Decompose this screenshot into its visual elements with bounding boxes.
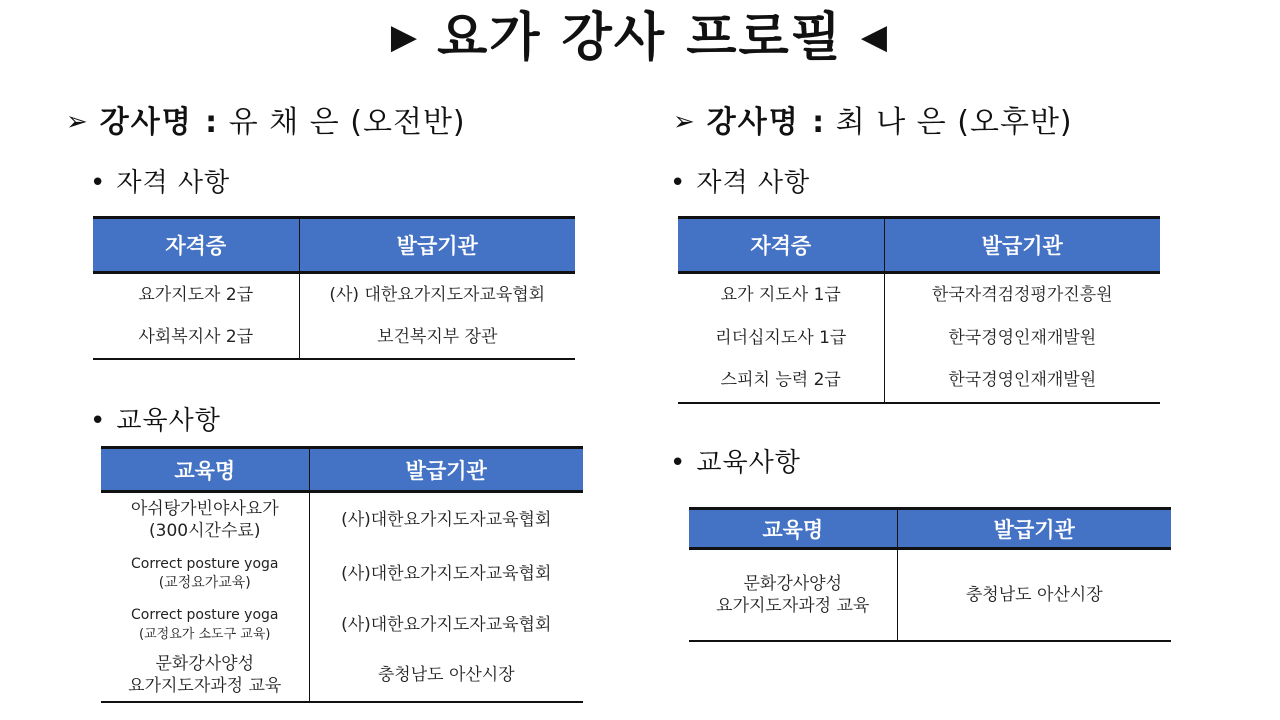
section-label: 자격 사항 [116, 168, 231, 198]
course-issuer: (사)대한요가지도자교육협회 [309, 492, 583, 548]
edu-table-left [101, 446, 583, 703]
table-header-row [101, 448, 583, 492]
cert-issuer: 보건복지부 장관 [299, 317, 575, 359]
section-label: 교육사항 [696, 448, 801, 478]
course-issuer: 충청남도 아산시장 [309, 650, 583, 702]
instructor-name: 유 채 은 (오전반) [228, 105, 466, 140]
column-header: 발급기관 [309, 448, 583, 492]
course-name-line2: (교정요가교육) [158, 574, 251, 591]
course-name-line1: Correct posture yoga [131, 606, 279, 623]
table-row [689, 549, 1171, 641]
column-header: 교육명 [689, 509, 897, 549]
table-row [101, 492, 583, 548]
course-name-line2: 요가지도자과정 교육 [716, 595, 870, 616]
course-name-line1: 문화강사양성 [743, 573, 843, 594]
cert-issuer: 한국경영인재개발원 [884, 359, 1160, 403]
course-issuer: (사)대한요가지도자교육협회 [309, 600, 583, 650]
table-header-row [93, 218, 575, 273]
column-header: 발급기관 [884, 218, 1160, 273]
table-row [101, 650, 583, 702]
cert-name: 요가 지도사 1급 [720, 285, 841, 306]
bullet-icon: • [670, 168, 687, 198]
bullet-icon: • [670, 448, 687, 478]
instructor-heading-right [673, 103, 1073, 144]
course-name-line2: (300시간수료) [149, 521, 261, 542]
course-name-line1: 아쉬탕가빈야사요가 [130, 499, 279, 520]
course-name-line1: Correct posture yoga [131, 555, 279, 572]
cert-name: 요가지도자 2급 [138, 285, 254, 306]
column-header: 발급기관 [897, 509, 1171, 549]
edu-section-heading-right [670, 446, 801, 480]
bullet-icon: • [90, 406, 107, 436]
cert-section-heading-left [90, 166, 230, 200]
course-issuer: 충청남도 아산시장 [897, 549, 1171, 641]
course-name-line1: 문화강사양성 [155, 654, 255, 674]
play-left-icon: ◀ [860, 17, 890, 57]
cert-section-heading-right [670, 166, 810, 200]
table-row [93, 273, 575, 317]
page-title-text: 요가 강사 프로필 [437, 8, 843, 68]
bullet-icon: • [90, 168, 107, 198]
course-name-line2: 요가지도자과정 교육 [128, 676, 282, 696]
cert-name: 스피치 능력 2급 [678, 359, 884, 403]
course-name [101, 548, 309, 600]
table-row [93, 317, 575, 359]
course-name [101, 600, 309, 650]
cert-name: 리더십지도사 1급 [715, 327, 847, 348]
instructor-heading-left [66, 103, 466, 144]
course-name [101, 650, 309, 702]
cert-table-left [93, 216, 575, 360]
cert-name: 사회복지사 2급 [93, 317, 299, 359]
table-row [101, 548, 583, 600]
column-header: 자격증 [678, 218, 884, 273]
column-header: 발급기관 [299, 218, 575, 273]
table-row [678, 273, 1160, 317]
table-row [678, 317, 1160, 359]
section-label: 교육사항 [116, 406, 221, 436]
arrow-bullet-icon: ➢ [66, 107, 88, 137]
cert-table-right [678, 216, 1160, 404]
table-row [101, 600, 583, 650]
page-title [0, 6, 1280, 73]
edu-table-right [689, 507, 1171, 642]
cert-issuer: 한국자격검정평가진흥원 [884, 273, 1160, 317]
instructor-name: 최 나 은 (오후반) [835, 105, 1073, 140]
table-header-row [678, 218, 1160, 273]
instructor-label: 강사명 : [706, 105, 827, 140]
column-header: 교육명 [101, 448, 309, 492]
course-name [101, 492, 309, 548]
play-right-icon: ▶ [390, 17, 420, 57]
edu-section-heading-left [90, 404, 221, 438]
course-issuer: (사)대한요가지도자교육협회 [309, 548, 583, 600]
instructor-label: 강사명 : [99, 105, 220, 140]
cert-issuer: (사) 대한요가지도자교육협회 [299, 273, 575, 317]
course-name [689, 549, 897, 641]
table-row [678, 359, 1160, 403]
section-label: 자격 사항 [696, 168, 811, 198]
table-header-row [689, 509, 1171, 549]
column-header: 자격증 [93, 218, 299, 273]
arrow-bullet-icon: ➢ [673, 107, 695, 137]
cert-issuer: 한국경영인재개발원 [884, 317, 1160, 359]
course-name-line2: (교정요가 소도구 교육) [139, 626, 271, 642]
